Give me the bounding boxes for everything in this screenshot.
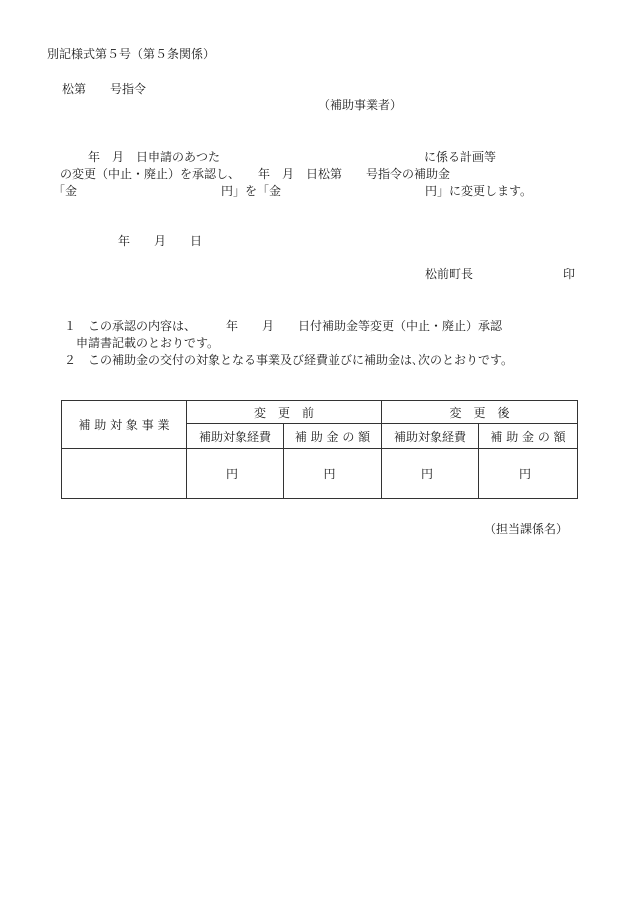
department-footer: （担当課係名）: [484, 522, 569, 536]
after-amount-cell[interactable]: [479, 449, 578, 499]
subsidy-table: [61, 400, 578, 499]
header-before: 変 更 前: [187, 401, 382, 424]
project-cell[interactable]: [62, 449, 187, 499]
note-1-line-1: １ この承認の内容は、 年 月 日付補助金等変更（中止・廃止）承認: [64, 319, 503, 333]
unit-label: 円: [225, 467, 238, 481]
header-before-amount: 補 助 金 の 額: [284, 424, 382, 449]
seal-mark: 印: [563, 267, 576, 281]
recipient-label: （補助事業者）: [318, 98, 403, 112]
before-amount-cell[interactable]: [284, 449, 382, 499]
issuer-name: 松前町長: [425, 267, 474, 281]
body-line-1: 年 月 日申請のあつた に係る計画等: [88, 150, 497, 164]
unit-label: 円: [519, 467, 532, 481]
form-header: 別記様式第５号（第５条関係）: [47, 47, 216, 61]
body-line-3: 「金 円」を「金 円」に変更します。: [53, 184, 533, 198]
reference-number: 松第 号指令: [62, 82, 147, 96]
after-cost-cell[interactable]: [382, 449, 479, 499]
header-after-cost: 補助対象経費: [382, 424, 479, 449]
header-after-amount: 補 助 金 の 額: [479, 424, 578, 449]
unit-label: 円: [421, 467, 434, 481]
unit-label: 円: [323, 467, 336, 481]
header-project: 補 助 対 象 事 業: [62, 401, 187, 449]
body-line-2: の変更（中止・廃止）を承認し、 年 月 日松第 号指令の補助金: [60, 167, 451, 181]
header-before-cost: 補助対象経費: [187, 424, 284, 449]
before-cost-cell[interactable]: [187, 449, 284, 499]
note-1-line-2: 申請書記載のとおりです。: [76, 336, 220, 350]
note-2: ２ この補助金の交付の対象となる事業及び経費並びに補助金は､次のとおりです。: [64, 353, 514, 367]
date-line: 年 月 日: [118, 234, 203, 248]
header-after: 変 更 後: [382, 401, 578, 424]
